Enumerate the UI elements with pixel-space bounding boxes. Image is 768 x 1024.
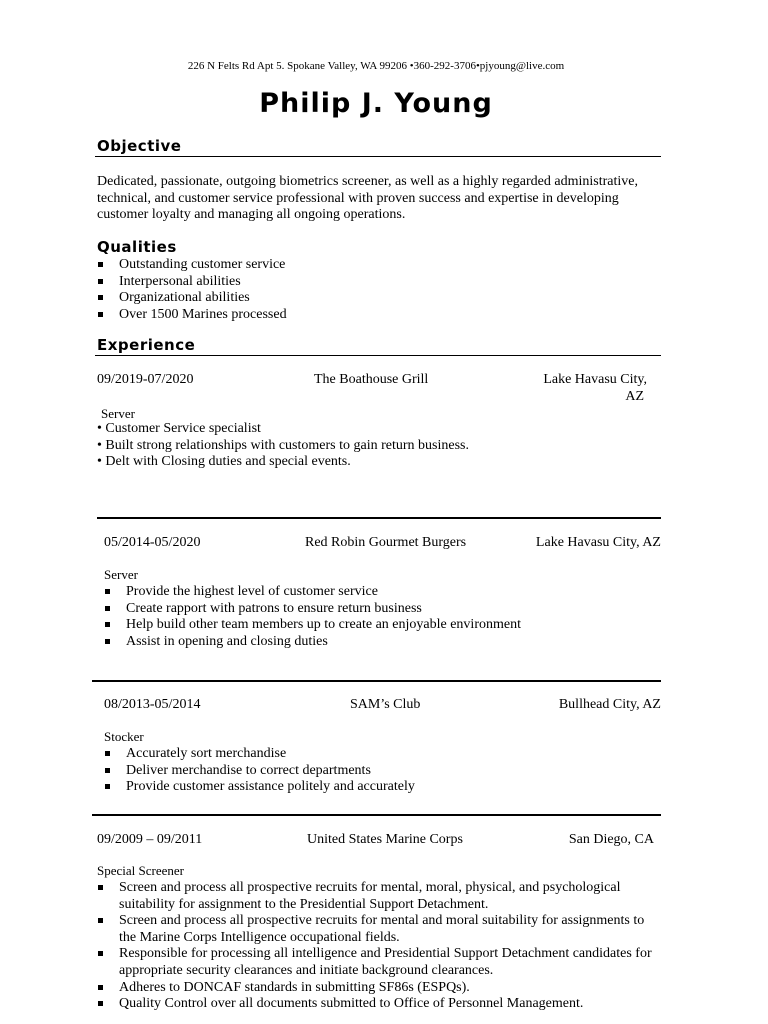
experience-heading: Experience [97, 336, 196, 354]
list-item: Over 1500 Marines processed [97, 307, 287, 324]
job-divider [92, 814, 661, 816]
qualities-list [97, 257, 287, 323]
list-item: • Delt with Closing duties and special events. [97, 454, 351, 470]
list-item: Create rapport with patrons to ensure return business [104, 601, 521, 618]
job-location: Lake Havasu City, AZ [535, 535, 661, 550]
list-item: Organizational abilities [97, 290, 287, 307]
job-employer: United States Marine Corps [307, 832, 463, 847]
job-role: Special Screener [97, 863, 184, 878]
job-location: Bullhead City, AZ [558, 697, 661, 712]
job-duties [97, 880, 657, 1013]
objective-text: Dedicated, passionate, outgoing biometrics screener, as well as a highly regarded administrative, technical, and customer service professional with proven success and expertise in developing customer loyalty and managing all ongoing operations. [97, 174, 638, 222]
job-duties [97, 421, 469, 471]
job-role: Stocker [104, 729, 144, 744]
list-item: Quality Control over all documents submitted to Office of Personnel Management. [97, 996, 657, 1013]
list-item: Accurately sort merchandise [104, 746, 415, 763]
objective-divider [95, 156, 661, 157]
job-location: Lake Havasu City, [543, 372, 647, 387]
job-employer: Red Robin Gourmet Burgers [305, 535, 467, 550]
job-dates: 05/2014-05/2020 [104, 535, 201, 550]
job-divider [92, 680, 661, 682]
job-role: Server [101, 406, 135, 421]
list-item: Provide customer assistance politely and accurately [104, 779, 415, 796]
job-location-state: AZ [625, 389, 644, 404]
objective-heading: Objective [97, 137, 182, 155]
list-item: Assist in opening and closing duties [104, 634, 521, 651]
candidate-name: Philip J. Young [259, 88, 493, 119]
job-duties [104, 746, 415, 796]
job-divider [97, 517, 661, 519]
experience-divider [95, 355, 661, 356]
job-duties [104, 584, 521, 650]
list-item: Screen and process all prospective recruits for mental, moral, physical, and psychological suitability for assignment to the Presidential Support Detachment. [97, 880, 657, 913]
job-dates: 08/2013-05/2014 [104, 697, 201, 712]
list-item: Outstanding customer service [97, 257, 287, 274]
job-dates: 09/2019-07/2020 [97, 372, 194, 387]
list-item: Responsible for processing all intelligence and Presidential Support Detachment candidates for appropriate security clearances and initiate background clearances. [97, 946, 657, 979]
list-item: Adheres to DONCAF standards in submitting SF86s (ESPQs). [97, 980, 657, 997]
list-item: • Customer Service specialist [97, 421, 261, 436]
qualities-heading: Qualities [97, 238, 177, 256]
job-role: Server [104, 567, 138, 582]
list-item: Provide the highest level of customer service [104, 584, 521, 601]
job-employer: The Boathouse Grill [314, 372, 429, 387]
list-item: Deliver merchandise to correct departments [104, 763, 415, 780]
list-item: Screen and process all prospective recruits for mental and moral suitability for assignments to the Marine Corps Intelligence occupational fields. [97, 913, 657, 946]
list-item: Help build other team members up to create an enjoyable environment [104, 617, 521, 634]
contact-line: 226 N Felts Rd Apt 5. Spokane Valley, WA 99206 •360-292-3706•pjyoung@live.com [187, 60, 565, 72]
list-item: Interpersonal abilities [97, 274, 287, 291]
job-employer: SAM’s Club [350, 697, 421, 712]
job-location: San Diego, CA [568, 832, 654, 847]
list-item: • Built strong relationships with customers to gain return business. [97, 437, 469, 453]
job-dates: 09/2009 – 09/2011 [97, 832, 203, 847]
